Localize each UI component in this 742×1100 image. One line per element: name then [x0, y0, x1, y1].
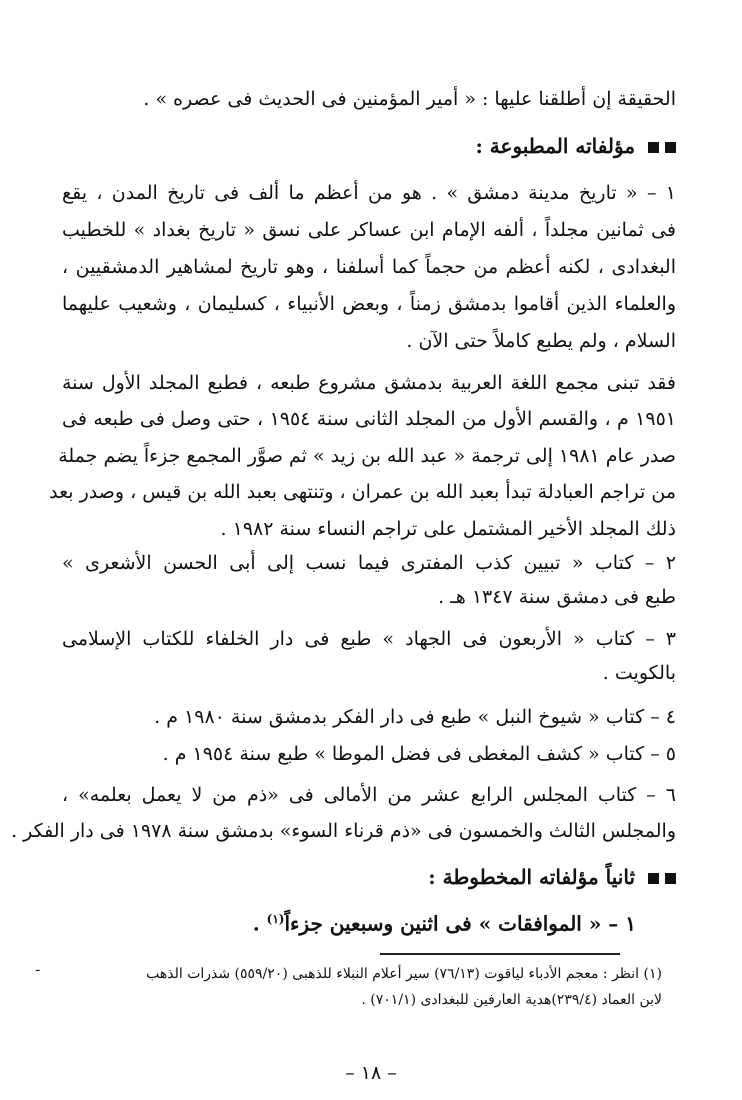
page-number: – ١٨ – [345, 1062, 397, 1084]
heading-label: مؤلفاته المطبوعة : [475, 134, 636, 158]
manuscript-item-text: ١ – « الموافقات » فى اثنين وسبعين جزءاً [284, 911, 636, 936]
text-line-18: ٥ – كتاب « كشف المغطى فى فضل الموطا » طبع سنة ١٩٥٤ م . [162, 743, 676, 765]
text-line-13: ٢ – كتاب « تبيين كذب المفترى فيما نسب إلى أبى الحسن الأشعرى » [62, 552, 676, 574]
square-bullet-icon [665, 873, 676, 884]
corner-mark: ـ [36, 960, 40, 974]
text-line-12: ذلك المجلد الأخير المشتمل على تراجم النساء سنة ١٩٨٢ . [220, 518, 676, 540]
square-bullet-icon [648, 142, 659, 153]
text-line-9: ١٩٥١ م ، والقسم الأول من المجلد الثانى سنة ١٩٥٤ ، حتى وصل فى طبعه فى [62, 408, 676, 430]
text-line-4: فى ثمانين مجلداً ، ألفه الإمام ابن عساكر على نسق « تاريخ بغداد » للخطيب [62, 219, 676, 241]
manuscript-item-1 [62, 904, 676, 939]
text-line-16: بالكويت . [602, 662, 676, 684]
text-line-19: ٦ – كتاب المجلس الرابع عشر من الأمالى فى «ذم من لا يعمل بعلمه» ، [62, 784, 676, 806]
period: . [252, 911, 267, 936]
footnote-line-1: (١) انظر : معجم الأدباء لياقوت (٧٦/١٣) سير أعلام النبلاء للذهبى (٥٥٩/٢٠) شذرات الذهب [146, 966, 662, 982]
text-line-8: فقد تبنى مجمع اللغة العربية بدمشق مشروع طبعه ، فطبع المجلد الأول سنة [62, 372, 676, 394]
square-bullet-icon [648, 873, 659, 884]
text-line-1: الحقيقة إن أطلقنا عليها : « أمير المؤمنين فى الحديث فى عصره » . [143, 88, 676, 110]
text-line-6: والعلماء الذين أقاموا بدمشق زمناً ، وبعض الأنبياء ، كسليمان ، وشعيب عليهما [62, 293, 676, 315]
footnote-line-2: لابن العماد (٢٣٩/٤)هدية العارفين للبغدادى (٧٠١/١) . [361, 992, 662, 1008]
text-line-20: والمجلس الثالث والخمسون فى «ذم قرناء السوء» بدمشق سنة ١٩٧٨ فى دار الفكر . [11, 820, 676, 842]
text-line-14: طبع فى دمشق سنة ١٣٤٧ هـ . [438, 586, 676, 608]
heading-label: ثانياً مؤلفاته المخطوطة : [428, 865, 636, 889]
text-line-17: ٤ – كتاب « شيوخ النبل » طبع فى دار الفكر بدمشق سنة ١٩٨٠ م . [154, 706, 676, 728]
text-line-7: السلام ، ولم يطبع كاملاً حتى الآن . [406, 330, 676, 352]
section-heading-manuscripts [62, 862, 676, 892]
text-line-15: ٣ – كتاب « الأربعون فى الجهاد » طبع فى دار الخلفاء للكتاب الإسلامى [62, 628, 676, 650]
text-line-3: ١ – « تاريخ مدينة دمشق » . هو من أعظم ما ألف فى تاريخ المدن ، يقع [62, 182, 676, 204]
text-line-10: صدر عام ١٩٨١ إلى ترجمة « عبد الله بن زيد » ثم صوَّر المجمع جزءاً يضم جملة [58, 445, 676, 467]
footnote-ref[interactable]: (١) [266, 912, 285, 926]
text-line-11: من تراجم العبادلة تبدأ بعبد الله بن عمران ، وتنتهى بعبد الله بن قيس ، وصدر بعد [49, 481, 676, 503]
section-heading-printed-works [62, 131, 676, 161]
square-bullet-icon [665, 142, 676, 153]
footnote-separator [380, 953, 620, 955]
text-line-5: البغدادى ، لكنه أعظم من حجماً كما أسلفنا ، وهو تاريخ لمشاهير الدمشقيين ، [62, 256, 676, 278]
